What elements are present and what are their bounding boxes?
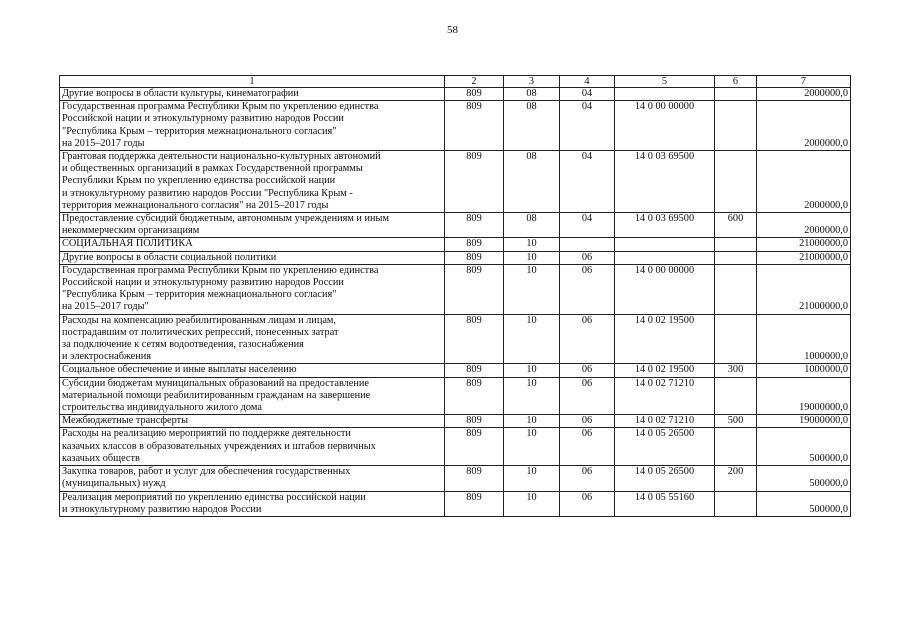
row-amount-cell: 21000000,0 [757, 238, 851, 251]
row-target-article-cell: 14 0 03 69500 [615, 151, 715, 213]
row-expense-type-cell: 600 [715, 213, 757, 238]
row-section-cell: 10 [504, 251, 560, 264]
row-amount-cell: 21000000,0 [757, 264, 851, 314]
row-expense-type-cell [715, 491, 757, 516]
row-amount-cell: 2000000,0 [757, 151, 851, 213]
row-section-cell: 10 [504, 415, 560, 428]
row-name-cell: Социальное обеспечение и иные выплаты населению [60, 364, 445, 377]
row-expense-type-cell [715, 428, 757, 466]
row-ved-cell: 809 [445, 251, 504, 264]
row-ved-cell: 809 [445, 213, 504, 238]
table-row [60, 213, 851, 238]
row-amount-cell: 500000,0 [757, 428, 851, 466]
header-cell-name: 1 [60, 76, 445, 88]
row-expense-type-cell: 200 [715, 466, 757, 491]
row-ved-cell: 809 [445, 238, 504, 251]
table-row [60, 151, 851, 213]
row-name-cell: СОЦИАЛЬНАЯ ПОЛИТИКА [60, 238, 445, 251]
row-amount-cell: 1000000,0 [757, 364, 851, 377]
row-ved-cell: 809 [445, 415, 504, 428]
row-target-article-cell: 14 0 05 26500 [615, 428, 715, 466]
row-name-cell: Межбюджетные трансферты [60, 415, 445, 428]
row-section-cell: 10 [504, 314, 560, 364]
row-expense-type-cell [715, 151, 757, 213]
row-name-cell: Реализация мероприятий по укреплению единства российской нации и этнокультурному развитию народов России [60, 491, 445, 516]
table-row [60, 466, 851, 491]
table-header-row [60, 76, 851, 88]
row-expense-type-cell: 500 [715, 415, 757, 428]
row-target-article-cell: 14 0 05 26500 [615, 466, 715, 491]
row-amount-cell: 19000000,0 [757, 415, 851, 428]
row-section-cell: 10 [504, 364, 560, 377]
header-cell-subsection: 4 [560, 76, 615, 88]
row-section-cell: 08 [504, 88, 560, 101]
row-target-article-cell [615, 251, 715, 264]
row-amount-cell: 2000000,0 [757, 88, 851, 101]
row-target-article-cell: 14 0 05 55160 [615, 491, 715, 516]
row-section-cell: 10 [504, 466, 560, 491]
row-subsection-cell: 04 [560, 213, 615, 238]
table-row [60, 264, 851, 314]
row-name-cell: Другие вопросы в области культуры, кинематографии [60, 88, 445, 101]
row-expense-type-cell [715, 238, 757, 251]
row-target-article-cell: 14 0 02 19500 [615, 314, 715, 364]
table-row [60, 251, 851, 264]
row-section-cell: 10 [504, 377, 560, 415]
page-number: 58 [447, 24, 458, 36]
row-subsection-cell: 06 [560, 314, 615, 364]
row-name-cell: Субсидии бюджетам муниципальных образований на предоставление материальной помощи реабилитированным гражданам на завершение строительства индивидуального жилого дома [60, 377, 445, 415]
row-ved-cell: 809 [445, 491, 504, 516]
row-ved-cell: 809 [445, 314, 504, 364]
row-section-cell: 08 [504, 101, 560, 151]
row-target-article-cell: 14 0 00 00000 [615, 264, 715, 314]
row-expense-type-cell [715, 377, 757, 415]
table-row [60, 238, 851, 251]
table-row [60, 491, 851, 516]
row-expense-type-cell [715, 88, 757, 101]
row-subsection-cell: 06 [560, 491, 615, 516]
row-name-cell: Другие вопросы в области социальной политики [60, 251, 445, 264]
row-ved-cell: 809 [445, 377, 504, 415]
table-row [60, 415, 851, 428]
row-subsection-cell: 04 [560, 101, 615, 151]
row-name-cell: Расходы на реализацию мероприятий по поддержке деятельности казачьих классов в образовательных учреждениях и штабов первичных казачьих обществ [60, 428, 445, 466]
row-target-article-cell: 14 0 02 71210 [615, 377, 715, 415]
row-name-cell: Государственная программа Республики Крым по укреплению единства Российской нации и этнокультурному развитию народов России "Республика Крым – территория межнационального согласия" на 2015–2017 годы" [60, 264, 445, 314]
row-target-article-cell: 14 0 00 00000 [615, 101, 715, 151]
row-amount-cell: 500000,0 [757, 466, 851, 491]
row-target-article-cell: 14 0 02 71210 [615, 415, 715, 428]
row-subsection-cell: 06 [560, 264, 615, 314]
header-cell-section: 3 [504, 76, 560, 88]
header-cell-ved: 2 [445, 76, 504, 88]
row-subsection-cell: 06 [560, 364, 615, 377]
row-subsection-cell: 06 [560, 466, 615, 491]
row-ved-cell: 809 [445, 151, 504, 213]
row-expense-type-cell [715, 101, 757, 151]
header-cell-expense-type: 6 [715, 76, 757, 88]
row-expense-type-cell: 300 [715, 364, 757, 377]
table-row [60, 364, 851, 377]
row-expense-type-cell [715, 314, 757, 364]
row-name-cell: Государственная программа Республики Крым по укреплению единства Российской нации и этнокультурному развитию народов России "Республика Крым – территория межнационального согласия" на 2015–2017 годы [60, 101, 445, 151]
row-subsection-cell: 04 [560, 151, 615, 213]
row-section-cell: 08 [504, 213, 560, 238]
row-section-cell: 10 [504, 491, 560, 516]
row-section-cell: 10 [504, 238, 560, 251]
header-cell-amount: 7 [757, 76, 851, 88]
row-section-cell: 08 [504, 151, 560, 213]
budget-table [59, 75, 851, 517]
row-amount-cell: 500000,0 [757, 491, 851, 516]
row-ved-cell: 809 [445, 88, 504, 101]
row-ved-cell: 809 [445, 364, 504, 377]
row-name-cell: Закупка товаров, работ и услуг для обеспечения государственных (муниципальных) нужд [60, 466, 445, 491]
table-row [60, 428, 851, 466]
row-name-cell: Грантовая поддержка деятельности национально-культурных автономий и общественных организаций в рамках Государственной программы Республики Крым по укреплению единства российской нации и этнокультурному развитию народов России "Республика Крым - территория межнационального согласия" на 2015–2017 годы [60, 151, 445, 213]
row-amount-cell: 2000000,0 [757, 213, 851, 238]
row-name-cell: Расходы на компенсацию реабилитированным лицам и лицам, пострадавшим от политических репрессий, понесенных затрат за подключение к сетям водоотведения, газоснабжения и электроснабжения [60, 314, 445, 364]
row-target-article-cell [615, 88, 715, 101]
row-section-cell: 10 [504, 264, 560, 314]
row-ved-cell: 809 [445, 428, 504, 466]
row-amount-cell: 2000000,0 [757, 101, 851, 151]
row-name-cell: Предоставление субсидий бюджетным, автономным учреждениям и иным некоммерческим организациям [60, 213, 445, 238]
row-target-article-cell: 14 0 02 19500 [615, 364, 715, 377]
row-amount-cell: 19000000,0 [757, 377, 851, 415]
row-subsection-cell: 06 [560, 377, 615, 415]
row-target-article-cell [615, 238, 715, 251]
row-subsection-cell: 06 [560, 428, 615, 466]
row-expense-type-cell [715, 251, 757, 264]
row-ved-cell: 809 [445, 264, 504, 314]
row-ved-cell: 809 [445, 101, 504, 151]
header-cell-target-article: 5 [615, 76, 715, 88]
row-ved-cell: 809 [445, 466, 504, 491]
row-amount-cell: 21000000,0 [757, 251, 851, 264]
table-row [60, 314, 851, 364]
row-expense-type-cell [715, 264, 757, 314]
table-row [60, 88, 851, 101]
row-subsection-cell: 04 [560, 88, 615, 101]
row-section-cell: 10 [504, 428, 560, 466]
table-row [60, 101, 851, 151]
row-amount-cell: 1000000,0 [757, 314, 851, 364]
row-target-article-cell: 14 0 03 69500 [615, 213, 715, 238]
row-subsection-cell: 06 [560, 251, 615, 264]
table-row [60, 377, 851, 415]
row-subsection-cell: 06 [560, 415, 615, 428]
row-subsection-cell [560, 238, 615, 251]
